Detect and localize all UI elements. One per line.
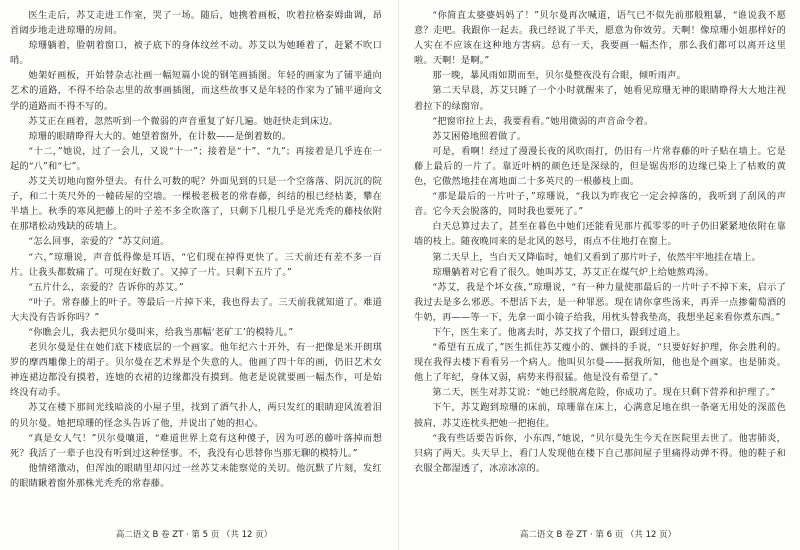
paragraph: 琼珊躺着，脸朝着窗口，被子底下的身体纹丝不动。苏艾以为她睡着了，赶紧不吹口哨。 (10, 40, 382, 67)
paragraph: 第二天早晨，苏艾只睡了一个小时就醒来了，她看见琼珊无神的眼睛睁得大大地注视着拉下的绿窗帘。 (414, 85, 786, 112)
paragraph: “希望有五成了，”医生抓住苏艾瘦小的、颤抖的手说，“只要好好护理，你会胜利的。现在我得去楼下看看另一个病人。他叫贝尔曼——据我所知，他也是个画家。也是肺炎。他上了年纪，身体又弱，病势来得很猛。他是没有希望了。” (414, 342, 786, 384)
paragraph: “我有些话要告诉你，小东西，”她说，“贝尔曼先生今天在医院里去世了。他害肺炎，只病了两天。头天早上，看门人发现他在楼下自己那间屋子里痛得动弹不得。他的鞋子和衣服全都湿透了，冰凉冰凉的。 (414, 432, 786, 474)
left-page-footer: 高二语文 B 卷 ZT · 第 5 页 （共 12 页） (115, 530, 273, 540)
paragraph: 下午，苏艾跑到琼珊的床前，琼珊靠在床上，心满意足地在织一条毫无用处的深蓝色披肩，苏艾连枕头把她一把抱住。 (414, 402, 786, 429)
paragraph: 医生走后，苏艾走进工作室，哭了一场。随后，她携着画板，吹着拉格泰姆曲调，昂首阔步地走进琼珊的房间。 (10, 10, 382, 37)
paragraph: “苏艾，我是个坏女孩，”琼珊说，“有一种力量使那最后的一片叶子不掉下来，启示了我过去是多么邪恶。不想活下去，是一种罪恶。现在请你拿些汤来，再弄一点掺葡萄酒的牛奶，再——等一下，先拿一面小镜子给我，用枕头替我垫高，我想坐起来看你煮东西。” (414, 281, 786, 323)
paragraph: “真是女人气！”贝尔曼嚷道，“难道世界上竟有这种傻子，因为可恶的藤叶落掉而想死？我活了一辈子也没有听到过这种怪事。不，我没有心思替你当那无聊的模特儿。” (10, 432, 382, 459)
paragraph: 她架好画板，开始替杂志社画一幅短篇小说的钢笔画插图。年轻的画家为了铺平通向艺术的道路，不得不给杂志里的故事画插图，而这些故事又是年轻的作家为了铺平通向文学的道路而不得不写的。 (10, 70, 382, 112)
paragraph: “五片什么，亲爱的？告诉你的苏艾。” (28, 281, 184, 293)
right-page-footer: 高二语文 B 卷 ZT · 第 6 页 （共 12 页） (519, 530, 677, 540)
paragraph: 苏艾在楼下那间光线暗淡的小屋子里，找到了酒气扑人，两只发红的眼睛迎风流着泪的贝尔曼。她把琼珊的怪念头告诉了他，并说出了她的担心。 (10, 402, 382, 429)
paragraph: 苏艾关切地向窗外望去。有什么可数的呢？外面见到的只是一个空落落、阴沉沉的院子，和二十英尺外的一幢砖屋的空墙。一棵极老极老的常春藤，纠结的根已经枯萎，攀在半墙上。秋季的寒风把藤上的叶子差不多全吹落了，只剩下几根几乎是光秃秃的藤枝依附在那堵松动残缺的砖墙上。 (10, 176, 382, 233)
paragraph: “你简直太婆婆妈妈了！”贝尔曼再次喊道，语气已不似先前那般粗暴，“谁说我不愿意？走吧。我跟你一起去。我已经说了半天，愿意为你效劳。天啊！像琼珊小姐那样好的人实在不应该在这种地方害病。总有一天，我要画一幅杰作，那么我们都可以离开这里啦。天啊！是啊。” (414, 10, 786, 67)
paragraph: 第二天，医生对苏艾说：“她已经脱离危险，你成功了。现在只剩下营养和护理了。” (432, 387, 776, 399)
paragraph: “你瞧会儿，我去把贝尔曼叫来，给我当那幅‘老矿工’的模特儿。” (28, 326, 294, 338)
paragraph: “六，”琼珊说，声音低得像是耳语，“它们现在掉得更快了。三天前还有差不多一百片。让我头都数痛了。可现在好数了。又掉了一片。只剩下五片了。” (10, 251, 382, 278)
paragraph: 苏艾困倦地照着做了。 (432, 130, 527, 142)
page-gutter (398, 0, 399, 550)
paragraph: 那一晚，暴风雨如期而至，贝尔曼整夜没有合眼，倾听雨声。 (432, 70, 686, 82)
left-page (0, 0, 388, 550)
paragraph: “把窗帘拉上去，我要看看。”她用微弱的声音命令着。 (432, 115, 654, 127)
paragraph: 下午，医生来了。他离去时，苏艾找了个借口，跟到过道上。 (432, 326, 686, 338)
paragraph: 可是，看啊！经过了漫漫长夜的风吹雨打，仍旧有一片常春藤的叶子贴在墙上。它是藤上最后的一片了。靠近叶柄的颜色还是深绿的，但是锯齿形的边缘已染上了枯败的黄色，它傲然地挂在离地面二十多英尺的一根藤枝上面。 (414, 145, 786, 188)
paragraph: “叶子。常春藤上的叶子。等最后一片掉下来，我也得去了。三天前我就知道了。难道大夫没有告诉你吗？” (10, 296, 382, 323)
paragraph: 琼珊躺着对它看了很久。她叫苏艾，苏艾正在煤气炉上给她熬鸡汤。 (432, 266, 715, 278)
paragraph: 老贝尔曼是住在她们底下楼底层的一个画家。他年纪六十开外，有一把像是米开朗琪罗的摩西雕像上的胡子。贝尔曼在艺术界是个失意的人。他画了四十年的画，仍旧艺术女神连裙边都没有摸着，连她的衣裙的边缘都没有摸到。他老是说就要画一幅杰作，可是始终没有动手。 (10, 342, 382, 399)
right-page-body (414, 8, 786, 476)
paragraph: 琼珊的眼睛睁得大大的。她望着窗外，在计数——是倒着数的。 (28, 130, 292, 142)
paragraph: 他情绪激动，但浑浊的眼睛里却闪过一丝苏艾未能察觉的关切。他沉默了片刻，发红的眼睛瞅着窗外那株光秃秃的常春藤。 (10, 462, 382, 489)
paragraph: “那是最后的一片叶子，”琼珊说，“我以为昨夜它一定会掉落的，我听到了刮风的声音。它今天会脱落的，同时我也要死了。” (414, 191, 786, 218)
left-page-body (10, 8, 382, 491)
paragraph: “十二，”她说，过了一会儿，又说“十一”；接着是“十”、“九”；再接着是几乎连在一起的“八”和“七”。 (10, 145, 382, 172)
paragraph: 第二天早上，当白天又降临时，她们又看到了那片叶子，依然牢牢地挂在墙上。 (432, 251, 761, 263)
paragraph: 苏艾正在画着，忽然听到一个微弱的声音重复了好几遍。她赶快走到床边。 (28, 115, 339, 127)
right-page (404, 0, 792, 550)
paragraph: “怎么回事，亲爱的？”苏艾问道。 (28, 236, 170, 248)
paragraph: 白天总算过去了，甚至在暮色中她们还能看见那片孤零零的叶子仍旧紧紧地依附在靠墙的枝上。随夜晚同来的是北风的怒号，雨点不住地打在窗上。 (414, 221, 786, 248)
